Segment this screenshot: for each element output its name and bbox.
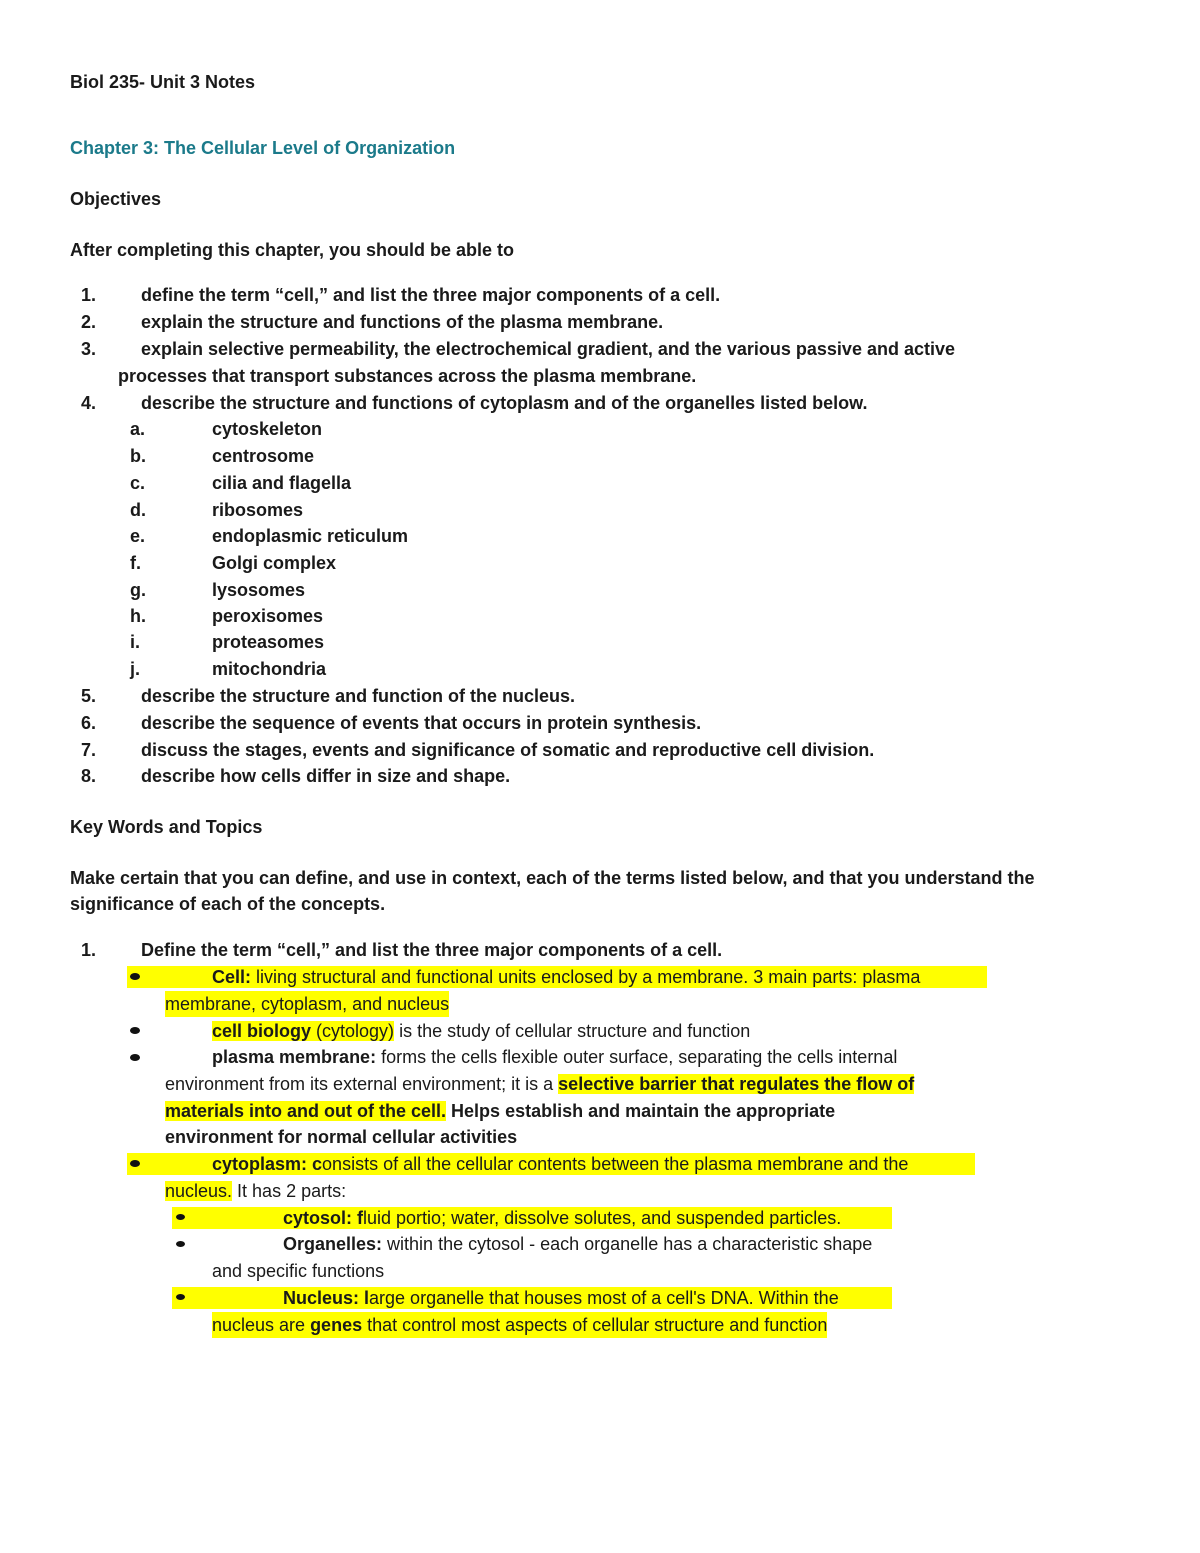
organelle-letter: b.: [130, 446, 146, 466]
organelle-letter: d.: [130, 500, 146, 520]
objectives-heading: Objectives: [70, 189, 162, 209]
section-title: Define the term “cell,” and list the three major components of a cell.: [141, 940, 723, 960]
objective-text: discuss the stages, events and significance of somatic and reproductive cell division.: [141, 740, 875, 760]
organelle-name: mitochondria: [212, 659, 327, 679]
term-plasma-membrane: plasma membrane:: [212, 1047, 377, 1067]
highlighted-phrase: materials into and out of the cell.: [165, 1101, 447, 1121]
organelle-name: ribosomes: [212, 500, 304, 520]
objective-number: 1.: [81, 285, 97, 305]
organelle-name: cilia and flagella: [212, 473, 352, 493]
organelle-name: cytoskeleton: [212, 419, 323, 439]
highlighted-phrase: nucleus.: [165, 1181, 233, 1201]
organelle-letter: i.: [130, 632, 141, 652]
organelle-letter: c.: [130, 473, 146, 493]
definition-text: is the study of cellular structure and function: [394, 1021, 751, 1041]
definition-continued: [165, 1071, 914, 1097]
organelle-name: Golgi complex: [212, 553, 337, 573]
objective-text: describe the structure and function of the nucleus.: [141, 686, 576, 706]
definition-part: nucleus are: [212, 1315, 311, 1335]
bullet-icon: [130, 973, 140, 980]
bullet-line: [212, 964, 920, 990]
objective-number: 5.: [81, 686, 97, 706]
definition-part: It has 2 parts:: [232, 1181, 347, 1201]
organelle-name: proteasomes: [212, 632, 325, 652]
highlighted-phrase: selective barrier that regulates the flow of: [558, 1074, 915, 1094]
definition-continued: [165, 1178, 346, 1204]
bullet-line: [283, 1205, 841, 1231]
definition-continued: [165, 1098, 835, 1124]
term-cytosol: cytosol: f: [283, 1208, 364, 1228]
objective-text-continued: processes that transport substances across the plasma membrane.: [118, 366, 697, 386]
objective-number: 6.: [81, 713, 97, 733]
organelle-letter: j.: [130, 659, 141, 679]
objective-text: describe the structure and functions of cytoplasm and of the organelles listed below.: [141, 393, 868, 413]
organelle-letter: f.: [130, 553, 141, 573]
objective-number: 8.: [81, 766, 97, 786]
definition-text: within the cytosol - each organelle has a characteristic shape: [382, 1234, 873, 1254]
key-words-intro-line-1: Make certain that you can define, and use in context, each of the terms listed below, and that you understand the: [70, 868, 1035, 888]
bullet-line: [212, 1044, 897, 1070]
definition-text: Within the: [753, 1288, 839, 1308]
bullet-line: [283, 1285, 839, 1311]
objectives-intro: After completing this chapter, you should be able to: [70, 240, 515, 260]
term-paren: (cytology): [311, 1021, 395, 1041]
term-cytoplasm: cytoplasm: c: [212, 1154, 323, 1174]
key-words-intro-line-2: significance of each of the concepts.: [70, 894, 386, 914]
definition-continued: and specific functions: [212, 1261, 385, 1281]
term-genes: genes: [310, 1315, 363, 1335]
document-title: Biol 235- Unit 3 Notes: [70, 72, 256, 92]
section-number: 1.: [81, 940, 97, 960]
organelle-name: centrosome: [212, 446, 315, 466]
bullet-icon: [176, 1214, 185, 1220]
definition-part: environment from its external environment; it is a: [165, 1074, 559, 1094]
organelle-letter: g.: [130, 580, 146, 600]
organelle-name: lysosomes: [212, 580, 306, 600]
objective-text: explain selective permeability, the electrochemical gradient, and the various passive and active: [141, 339, 955, 359]
objective-text: describe how cells differ in size and shape.: [141, 766, 511, 786]
definition-continued: environment for normal cellular activities: [165, 1127, 518, 1147]
definition-continued: [212, 1312, 827, 1338]
definition-text: luid portio; water, dissolve solutes, and suspended particles.: [363, 1208, 842, 1228]
objective-number: 2.: [81, 312, 97, 332]
bullet-line: [283, 1231, 872, 1257]
objective-text: define the term “cell,” and list the three major components of a cell.: [141, 285, 721, 305]
definition-part: Helps establish and maintain the appropriate: [446, 1101, 836, 1121]
bullet-icon: [130, 1160, 140, 1167]
bullet-icon: [130, 1027, 140, 1034]
chapter-title: Chapter 3: The Cellular Level of Organization: [70, 138, 456, 158]
bullet-line: [212, 1018, 750, 1044]
organelle-letter: e.: [130, 526, 146, 546]
definition-part: that control most aspects of cellular structure and function: [362, 1315, 828, 1335]
objective-number: 7.: [81, 740, 97, 760]
term-nucleus: Nucleus: l: [283, 1288, 370, 1308]
bullet-line: [212, 1151, 908, 1177]
definition-text: arge organelle that houses most of a cell's DNA.: [369, 1288, 754, 1308]
bullet-icon: [176, 1294, 185, 1300]
bullet-icon: [176, 1241, 185, 1247]
definition-text: living structural and functional units enclosed by a membrane. 3 main parts: plasma: [251, 967, 921, 987]
objective-number: 4.: [81, 393, 97, 413]
objective-text: explain the structure and functions of the plasma membrane.: [141, 312, 664, 332]
organelle-name: endoplasmic reticulum: [212, 526, 409, 546]
term-cell-biology: cell biology: [212, 1021, 312, 1041]
definition-text: forms the cells flexible outer surface, separating the cells internal: [376, 1047, 898, 1067]
organelle-letter: a.: [130, 419, 146, 439]
term-cell: Cell:: [212, 967, 252, 987]
organelle-letter: h.: [130, 606, 146, 626]
term-organelles: Organelles:: [283, 1234, 383, 1254]
objective-text: describe the sequence of events that occurs in protein synthesis.: [141, 713, 702, 733]
definition-text: onsists of all the cellular contents between the plasma membrane and the: [322, 1154, 909, 1174]
key-words-heading: Key Words and Topics: [70, 817, 263, 837]
bullet-icon: [130, 1054, 140, 1061]
organelle-name: peroxisomes: [212, 606, 324, 626]
objective-number: 3.: [81, 339, 97, 359]
definition-continued: membrane, cytoplasm, and nucleus: [165, 991, 449, 1017]
